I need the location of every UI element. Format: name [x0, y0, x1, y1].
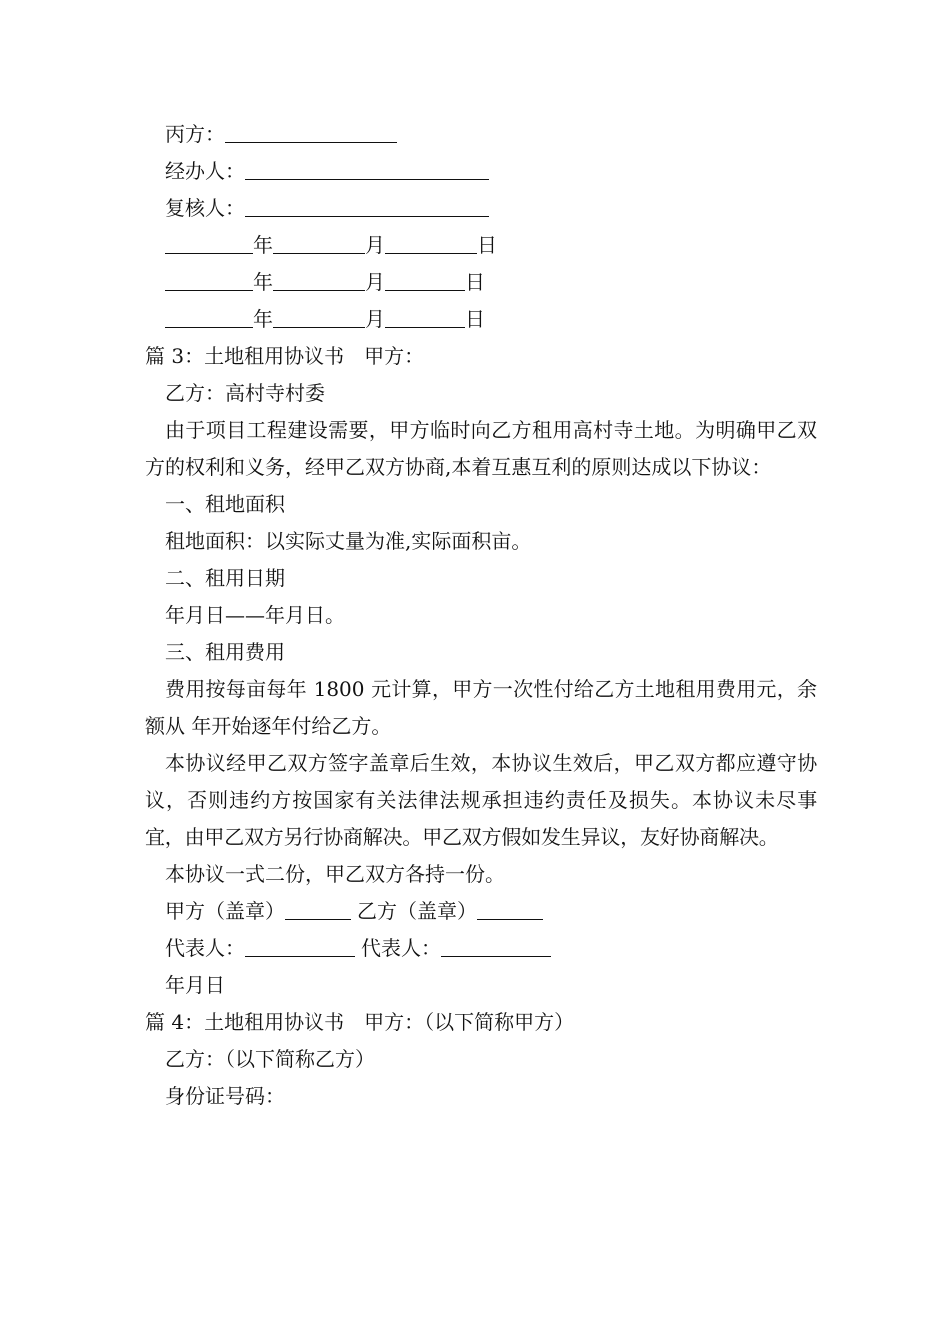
rep-b-label: 代表人： [361, 936, 441, 960]
seal-b-blank [477, 897, 543, 920]
jingbanren-line [145, 153, 817, 190]
section4-id-label: 身份证号码： [165, 1084, 285, 1108]
section3-party-a: 甲方： [364, 344, 425, 368]
rep-a-blank [245, 934, 355, 957]
section4-title: 篇 4：土地租用协议书 [145, 1010, 345, 1034]
fuheren-blank [245, 194, 489, 217]
fuheren-line [145, 190, 817, 227]
document-body [145, 116, 817, 1115]
day-blank [385, 231, 477, 254]
section3-effect-clause: 本协议经甲乙双方签字盖章后生效，本协议生效后，甲乙双方都应遵守协议，否则违约方按国家有关法律法规承担违约责任及损失。本协议未尽事宜，由甲乙双方另行协商解决。甲乙双方假如发生异议，友好协商解决。 [145, 751, 817, 849]
section3-date-line: 年月日 [165, 973, 225, 997]
year-blank [165, 305, 253, 328]
day-blank [385, 268, 465, 291]
section4-party-a: 甲方：（以下简称甲方） [364, 1010, 575, 1034]
month-blank [273, 268, 365, 291]
jingbanren-label: 经办人： [165, 159, 245, 183]
section4-heading [145, 1004, 817, 1041]
rep-b-blank [441, 934, 551, 957]
section3-heading [145, 338, 817, 375]
rep-a-label: 代表人： [165, 936, 245, 960]
month-blank [273, 231, 365, 254]
year-label: 年 [253, 307, 273, 331]
section3-seal-line [145, 893, 817, 930]
day-blank [385, 305, 465, 328]
section3-item1-title: 一、租地面积 [165, 492, 285, 516]
fuheren-label: 复核人： [165, 196, 245, 220]
day-label: 日 [477, 233, 497, 257]
seal-a-blank [285, 897, 351, 920]
section3-rep-line [145, 930, 817, 967]
section3-item3-title: 三、租用费用 [165, 640, 285, 664]
month-label: 月 [365, 307, 385, 331]
seal-b-label: 乙方（盖章） [357, 899, 477, 923]
bingfang-line [145, 116, 817, 153]
month-label: 月 [365, 270, 385, 294]
seal-a-label: 甲方（盖章） [165, 899, 285, 923]
section4-party-b: 乙方：（以下简称乙方） [165, 1047, 375, 1071]
date-line-2 [145, 264, 817, 301]
section3-title: 篇 3：土地租用协议书 [145, 344, 345, 368]
day-label: 日 [465, 307, 485, 331]
year-label: 年 [253, 233, 273, 257]
bingfang-blank [225, 120, 397, 143]
section3-item2-title: 二、租用日期 [165, 566, 285, 590]
month-blank [273, 305, 365, 328]
year-blank [165, 231, 253, 254]
date-line-1 [145, 227, 817, 264]
day-label: 日 [465, 270, 485, 294]
section3-party-b: 乙方：高村寺村委 [165, 381, 325, 405]
bingfang-label: 丙方： [165, 122, 225, 146]
section3-intro: 由于项目工程建设需要，甲方临时向乙方租用高村寺土地。为明确甲乙双方的权利和义务，经甲乙双方协商,本着互惠互利的原则达成以下协议： [145, 418, 817, 479]
section3-item3-body: 费用按每亩每年 1800 元计算，甲方一次性付给乙方土地租用费用元，余额从 年开始逐年付给乙方。 [145, 677, 817, 738]
year-label: 年 [253, 270, 273, 294]
section3-copies-clause: 本协议一式二份，甲乙双方各持一份。 [165, 862, 505, 886]
section3-item2-body: 年月日——年月日。 [165, 603, 345, 627]
section3-item1-body: 租地面积：以实际丈量为准,实际面积亩。 [165, 529, 532, 553]
date-line-3 [145, 301, 817, 338]
jingbanren-blank [245, 157, 489, 180]
year-blank [165, 268, 253, 291]
month-label: 月 [365, 233, 385, 257]
